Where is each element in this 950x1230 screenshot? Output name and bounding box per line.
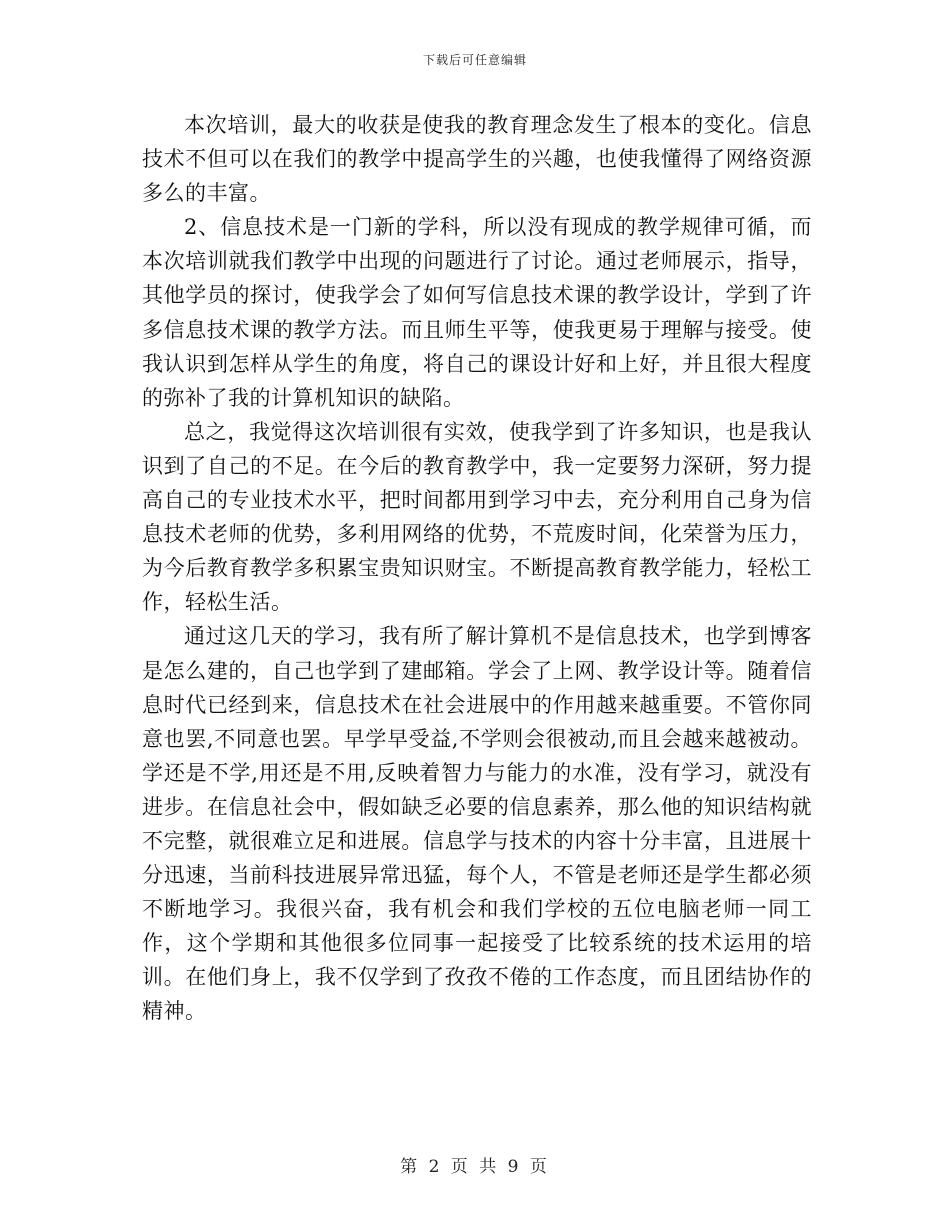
page-header: 下载后可任意编辑 xyxy=(422,53,527,67)
document-body xyxy=(142,108,812,1029)
page-number-footer: 第 2 页 共 9 页 xyxy=(400,1157,550,1177)
paragraph-4: 通过这几天的学习，我有所了解计算机不是信息技术，也学到博客是怎么建的，自己也学到了建邮箱。学会了上网、教学设计等。随着信息时代已经到来，信息技术在社会进展中的作用越来越重要。不管你同意也罢,不同意也罢。早学早受益,不学则会很被动,而且会越来越被动。学还是不学,用还是不用,反映着智力与能力的水准，没有学习，就没有进步。在信息社会中，假如缺乏必要的信息素养，那么他的知识结构就不完整，就很难立足和进展。信息学与技术的内容十分丰富，且进展十分迅速，当前科技进展异常迅猛，每个人，不管是老师还是学生都必须不断地学习。我很兴奋，我有机会和我们学校的五位电脑老师一同工作，这个学期和其他很多位同事一起接受了比较系统的技术运用的培训。在他们身上，我不仅学到了孜孜不倦的工作态度，而且团结协作的精神。 xyxy=(142,624,812,1024)
paragraph-3: 总之，我觉得这次培训很有实效，使我学到了许多知识，也是我认识到了自己的不足。在今后的教育教学中，我一定要努力深研，努力提高自己的专业技术水平，把时间都用到学习中去，充分利用自己身为信息技术老师的优势，多利用网络的优势，不荒废时间，化荣誉为压力，为今后教育教学多积累宝贵知识财宝。不断提高教育教学能力，轻松工作，轻松生活。 xyxy=(142,419,812,615)
paragraph-2: 2、信息技术是一门新的学科，所以没有现成的教学规律可循，而本次培训就我们教学中出现的问题进行了讨论。通过老师展示，指导，其他学员的探讨，使我学会了如何写信息技术课的教学设计，学到了许多信息技术课的教学方法。而且师生平等，使我更易于理解与接受。使我认识到怎样从学生的角度，将自己的课设计好和上好，并且很大程度的弥补了我的计算机知识的缺陷。 xyxy=(142,215,812,410)
paragraph-1: 本次培训，最大的收获是使我的教育理念发生了根本的变化。信息技术不但可以在我们的教学中提高学生的兴趣，也使我懂得了网络资源多么的丰富。 xyxy=(142,113,812,206)
